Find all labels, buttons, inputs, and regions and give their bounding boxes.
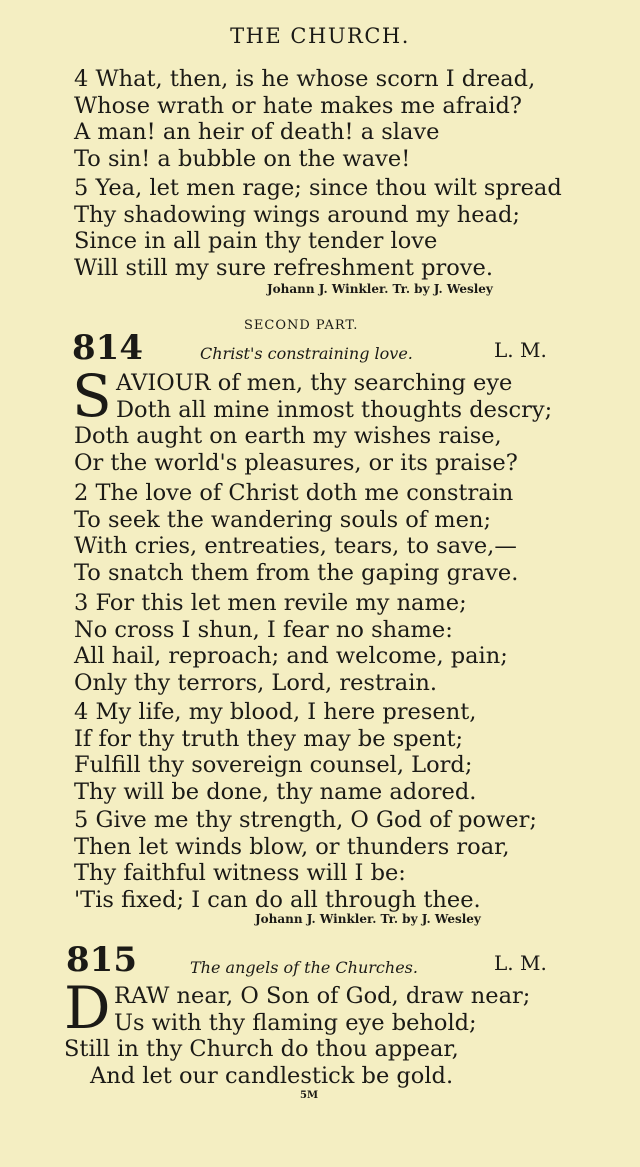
verse-line: Doth all mine inmost thoughts descry;: [116, 396, 553, 423]
hymn-814-stanza-3: [74, 590, 508, 696]
part-label: SECOND PART.: [244, 318, 359, 333]
hymn-subtitle: The angels of the Churches.: [190, 958, 418, 977]
hymn-814-stanza-1: [74, 423, 518, 476]
verse-line: With cries, entreaties, tears, to save,—: [74, 533, 517, 559]
verse-line: Then let winds blow, or thunders roar,: [74, 833, 510, 860]
verse-line: Thy shadowing wings around my head;: [74, 201, 520, 228]
verse-line: If for thy truth they may be spent;: [74, 725, 464, 752]
hymn-814-first-lines: [116, 370, 552, 423]
verse-line: 4 What, then, is he whose scorn I dread,: [74, 66, 536, 92]
hymn-814-stanza-4: [74, 699, 476, 805]
hymn-814-stanza-5: [74, 807, 537, 913]
verse-line: 'Tis fixed; I can do all through thee.: [74, 886, 481, 913]
drop-cap: D: [64, 974, 111, 1042]
verse-line: 4 My life, my blood, I here present,: [74, 699, 477, 725]
verse-line: Or the world's pleasures, or its praise?: [74, 449, 518, 476]
verse-line: RAW near, O Son of God, draw near;: [114, 983, 531, 1009]
prev-hymn-stanza-4: [74, 66, 535, 172]
verse-line: Us with thy flaming eye behold;: [114, 1009, 477, 1036]
prev-hymn-stanza-5: [74, 175, 562, 281]
verse-line: Thy faithful witness will I be:: [74, 860, 406, 886]
verse-line: AVIOUR of men, thy searching eye: [116, 370, 513, 396]
hymn-subtitle: Christ's constraining love.: [200, 344, 413, 363]
verse-line: Only thy terrors, Lord, restrain.: [74, 669, 438, 696]
signature-mark: 5M: [300, 1090, 319, 1101]
verse-line: Whose wrath or hate makes me afraid?: [74, 92, 522, 119]
page-header: THE CHURCH.: [230, 24, 410, 48]
verse-line: Will still my sure refreshment prove.: [74, 254, 493, 281]
prev-hymn-attribution: Johann J. Winkler. Tr. by J. Wesley: [267, 282, 493, 296]
verse-line: Fulfill thy sovereign counsel, Lord;: [74, 752, 473, 778]
hymn-815-stanza-1: [64, 1036, 459, 1089]
hymn-meter: L. M.: [494, 951, 547, 975]
verse-line: And let our candlestick be gold.: [90, 1062, 454, 1089]
verse-line: A man! an heir of death! a slave: [74, 119, 440, 145]
verse-line: 3 For this let men revile my name;: [74, 590, 467, 616]
verse-line: All hail, reproach; and welcome, pain;: [74, 643, 508, 669]
hymn-815-first-lines: [114, 983, 530, 1036]
hymn-814-stanza-2: [74, 480, 518, 586]
drop-cap: S: [72, 362, 112, 430]
verse-line: 2 The love of Christ doth me constrain: [74, 480, 514, 506]
verse-line: Since in all pain thy tender love: [74, 228, 438, 254]
verse-line: 5 Give me thy strength, O God of power;: [74, 807, 537, 833]
hymn-814-attribution: Johann J. Winkler. Tr. by J. Wesley: [255, 912, 481, 926]
verse-line: To seek the wandering souls of men;: [74, 506, 492, 533]
verse-line: To snatch them from the gaping grave.: [74, 559, 519, 586]
verse-line: No cross I shun, I fear no shame:: [74, 616, 453, 643]
hymn-number: 815: [66, 940, 137, 980]
verse-line: Doth aught on earth my wishes raise,: [74, 423, 502, 449]
verse-line: 5 Yea, let men rage; since thou wilt spread: [74, 175, 562, 201]
hymn-number: 814: [72, 328, 143, 368]
hymn-meter: L. M.: [494, 338, 547, 362]
verse-line: Thy will be done, thy name adored.: [74, 778, 477, 805]
verse-line: Still in thy Church do thou appear,: [64, 1036, 459, 1062]
verse-line: To sin! a bubble on the wave!: [74, 145, 411, 172]
